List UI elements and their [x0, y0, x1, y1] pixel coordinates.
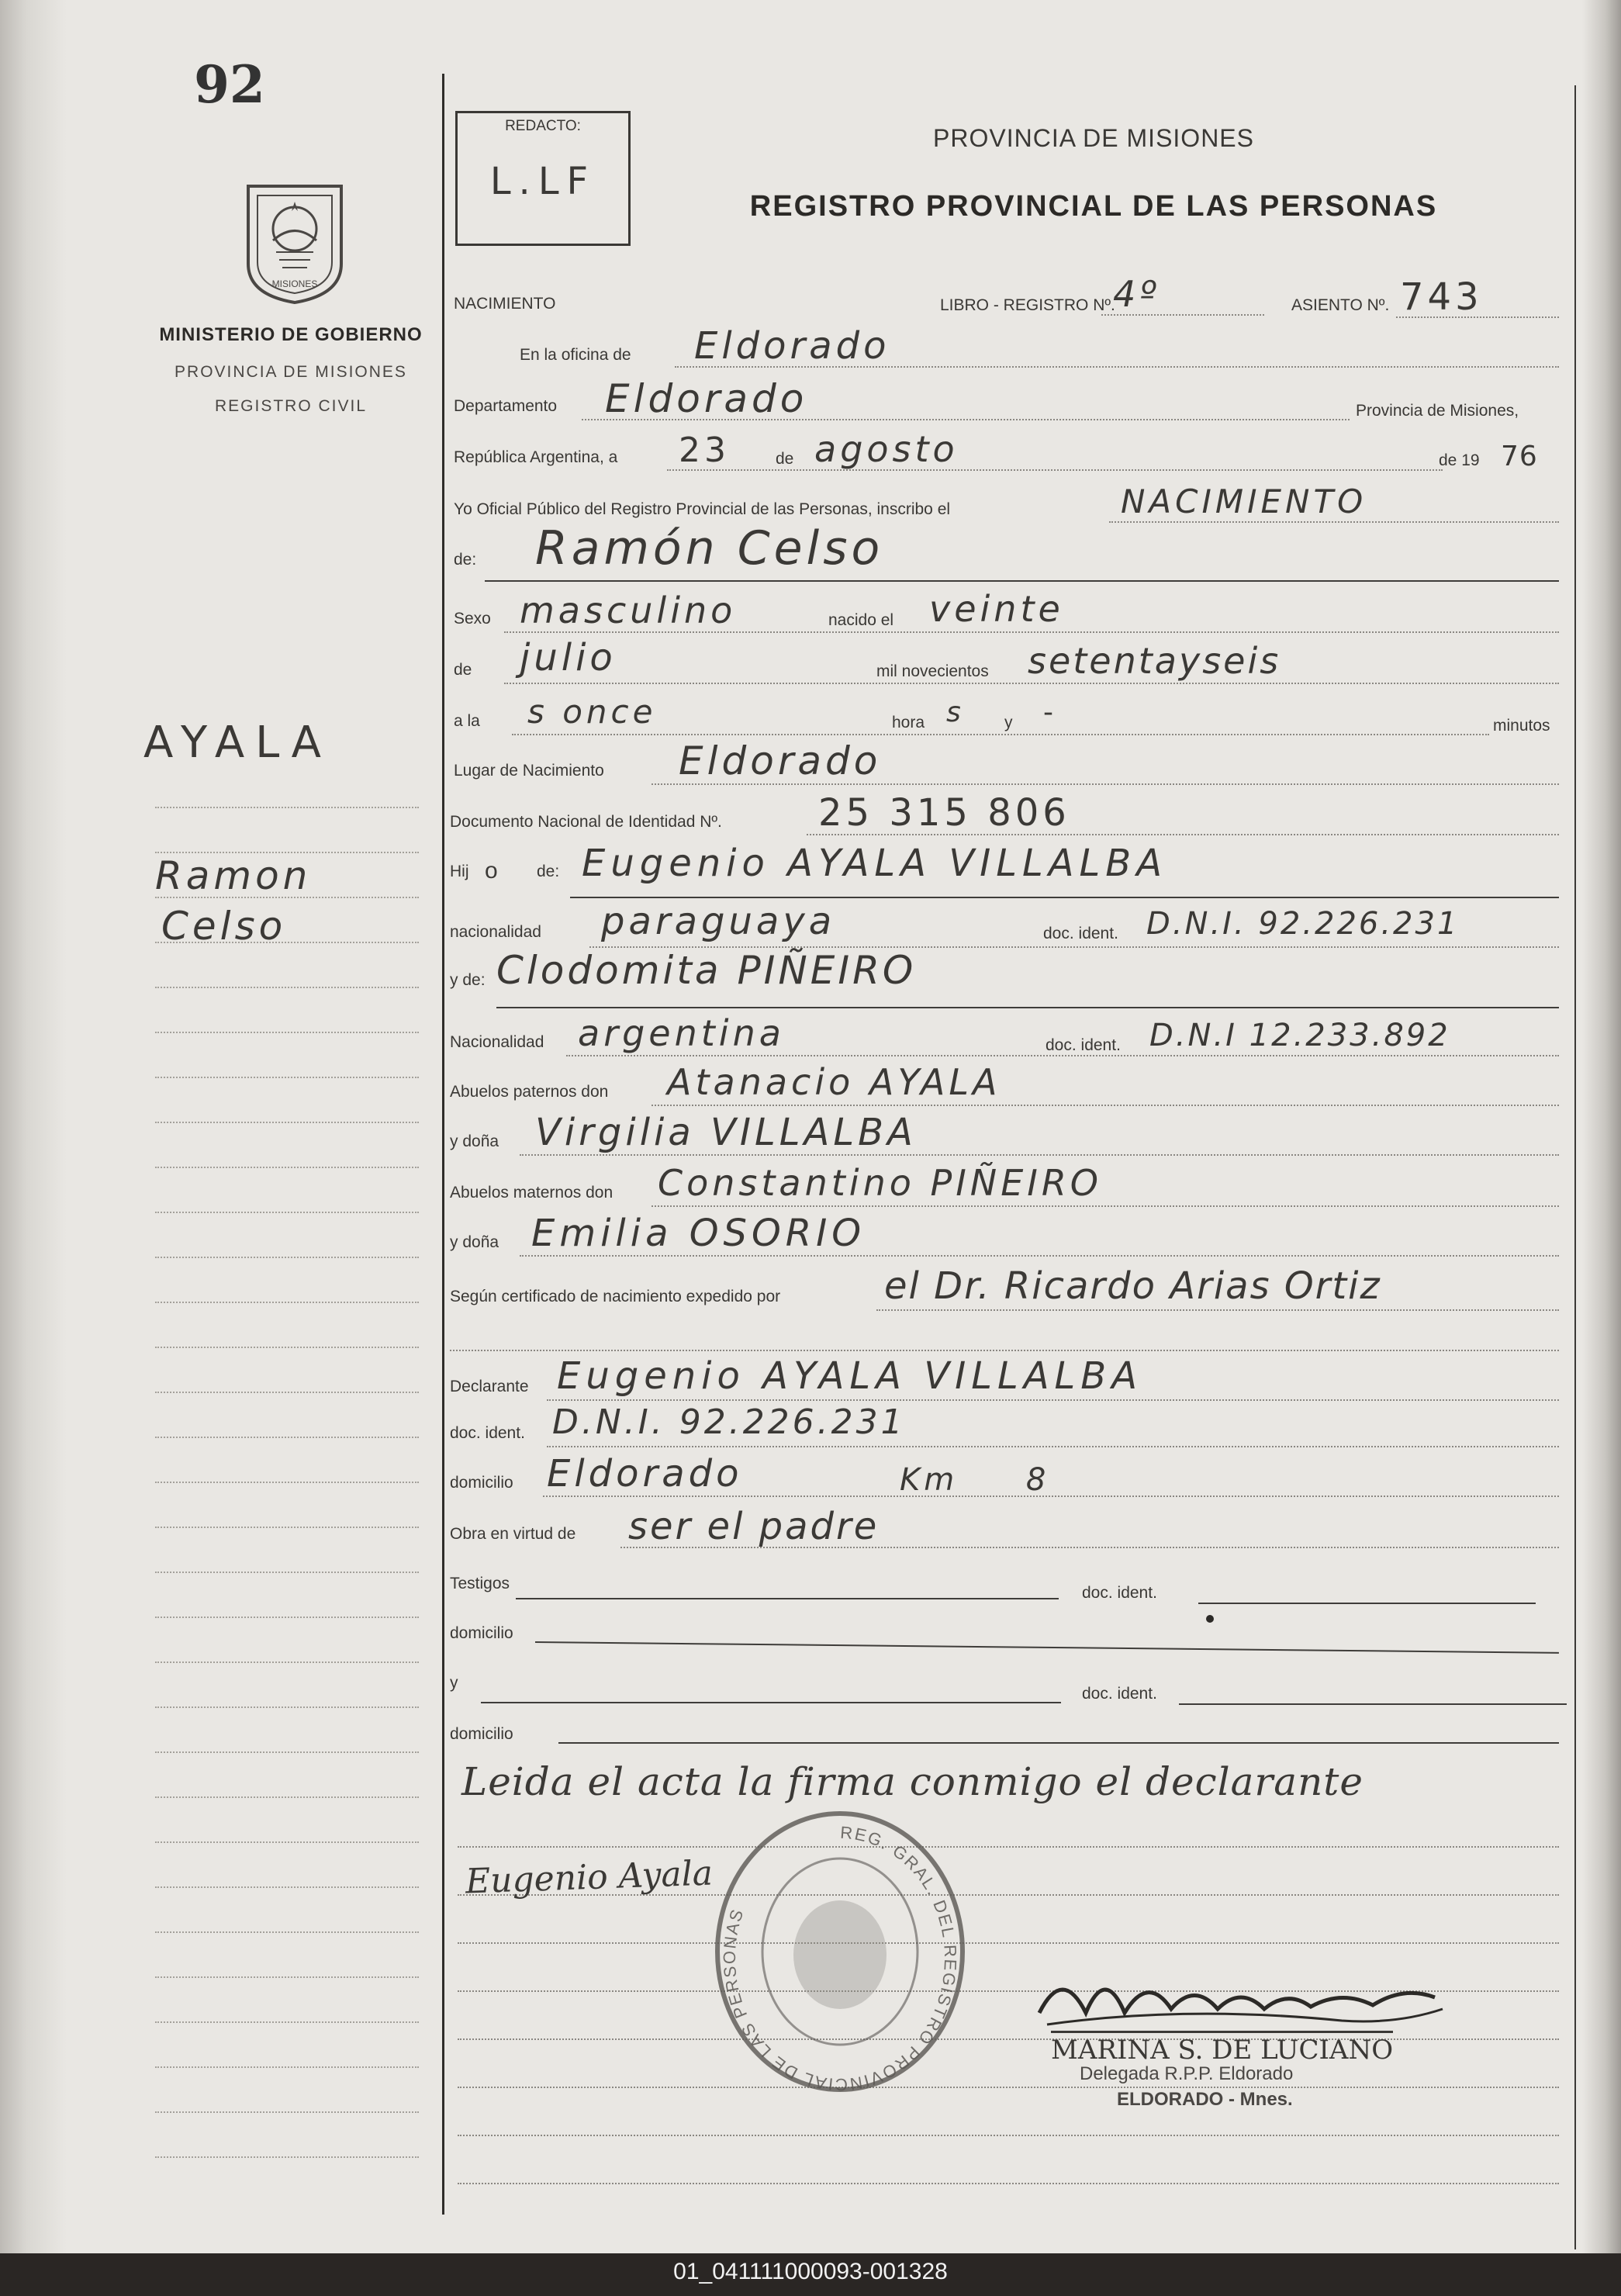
book-binding-edge [0, 0, 67, 2253]
margin-name-2: Celso [161, 904, 287, 949]
padre-line [570, 897, 1559, 898]
margin-ruled-line [155, 1167, 419, 1168]
declarante-value: Eugenio AYALA VILLALBA [557, 1354, 1143, 1398]
abuelos-paternos-label: Abuelos paternos don [450, 1083, 609, 1101]
abuela-materna-value: Emilia OSORIO [531, 1212, 866, 1255]
official-signature-icon [1032, 1951, 1450, 2044]
ala-value: s once [527, 693, 657, 731]
domicilio-testigo-label: domicilio [450, 1624, 513, 1642]
margin-ruled-line [155, 1931, 419, 1933]
dni-line [807, 834, 1559, 835]
asiento-line [1396, 316, 1559, 318]
hijo-value: o [485, 858, 498, 883]
nacido-label: nacido el [828, 611, 894, 629]
sexo-label: Sexo [454, 610, 491, 628]
republica-label: República Argentina, a [454, 448, 618, 466]
docident-declarante-label: doc. ident. [450, 1424, 525, 1442]
docident-testigo-line [1198, 1603, 1536, 1604]
official-place: ELDORADO - Mnes. [1117, 2089, 1293, 2110]
docident-padre-label: doc. ident. [1043, 925, 1118, 942]
certificado-line [876, 1309, 1559, 1311]
asiento-value: 743 [1400, 275, 1483, 319]
margin-ruled-line [155, 987, 419, 988]
nacido-value: veinte [929, 588, 1064, 630]
margin-ruled-line [155, 1257, 419, 1258]
abuela-paterna-line [520, 1154, 1559, 1156]
margin-ruled-line [155, 1976, 419, 1978]
docident-testigo-2-line [1179, 1703, 1567, 1705]
record-type-label: NACIMIENTO [454, 295, 556, 313]
abuelo-paterno-line [652, 1105, 1559, 1106]
nombre-line [485, 580, 1559, 582]
mes-nac-line [504, 683, 1559, 684]
docident-declarante-line [547, 1446, 1559, 1447]
hora-value: s [946, 697, 965, 728]
margin-ruled-line [155, 807, 419, 808]
margin-ruled-line [155, 1572, 419, 1573]
margin-ruled-line [155, 1751, 419, 1753]
margin-ruled-line [155, 2021, 419, 2023]
margin-ruled-line [155, 2066, 419, 2068]
margin-ruled-line [155, 1796, 419, 1798]
asiento-label: ASIENTO Nº. [1291, 296, 1390, 314]
de-label: de [776, 450, 794, 468]
oficial-label: Yo Oficial Público del Registro Provincial de las Personas, inscribo el [454, 500, 951, 518]
sexo-line [504, 631, 1559, 633]
margin-ruled-line [155, 1527, 419, 1528]
oficina-value: Eldorado [694, 324, 890, 368]
docident-testigo-label: doc. ident. [1082, 1584, 1157, 1602]
nacionalidad-padre-label: nacionalidad [450, 923, 541, 941]
testigo-2-label: y [450, 1674, 458, 1692]
abuelo-materno-line [652, 1205, 1559, 1207]
domicilio-value: Eldorado [547, 1452, 743, 1496]
registry-heading: REGISTRO PROVINCIAL DE LAS PERSONAS [749, 190, 1438, 223]
hora-line [512, 734, 1489, 735]
padre-label: de: [537, 863, 560, 880]
departamento-value: Eldorado [605, 376, 808, 421]
mil-label: mil novecientos [876, 662, 989, 680]
seal-text: REG. GRAL. DEL REGISTRO PROVINCIAL DE LAS PERSONAS [719, 1822, 961, 2095]
docident-madre-label: doc. ident. [1046, 1036, 1121, 1054]
lugar-line [652, 783, 1559, 785]
docident-declarante-value: D.N.I. 92.226.231 [552, 1402, 906, 1442]
ministry-name: MINISTERIO DE GOBIERNO [159, 324, 423, 345]
nacionalidad-madre-label: Nacionalidad [450, 1033, 544, 1051]
margin-ruled-line [155, 1077, 419, 1078]
margin-surname: AYALA [143, 718, 332, 768]
margin-ruled-line [155, 1212, 419, 1213]
testigos-line [516, 1598, 1059, 1599]
sexo-value: masculino [520, 590, 737, 631]
official-title: Delegada R.P.P. Eldorado [1080, 2063, 1294, 2084]
ruled-line [458, 2087, 1559, 2088]
libro-value: 4º [1113, 273, 1160, 315]
provincia-label: Provincia de Misiones, [1356, 402, 1519, 420]
certificado-label: Según certificado de nacimiento expedido por [450, 1288, 781, 1305]
hora-label: hora [892, 714, 925, 731]
oficial-line [1109, 521, 1559, 523]
margin-ruled-line [155, 852, 419, 853]
hijo-label: Hij [450, 863, 469, 880]
mes-nac-label: de [454, 661, 472, 679]
madre-label: y de: [450, 971, 486, 989]
abuelo-materno-value: Constantino PIÑEIRO [658, 1162, 1103, 1204]
margin-ruled-line [155, 942, 419, 943]
minutos-label: minutos [1493, 717, 1550, 735]
abuelo-paterno-value: Atanacio AYALA [667, 1061, 1001, 1103]
dni-label: Documento Nacional de Identidad Nº. [450, 813, 722, 831]
domicilio-line [543, 1496, 1559, 1497]
declarante-signature: Eugenio Ayala [465, 1853, 714, 1902]
ruled-line [458, 2135, 1559, 2136]
margin-ruled-line [155, 1392, 419, 1393]
certificado-line-2 [450, 1350, 1559, 1351]
nombre-label: de: [454, 551, 477, 569]
page-number: 92 [194, 54, 265, 115]
padre-value: Eugenio AYALA VILLALBA [582, 842, 1168, 885]
anio-value: 76 [1501, 441, 1538, 472]
margin-name-1: Ramon [155, 853, 312, 898]
certificado-value: el Dr. Ricardo Arias Ortiz [884, 1264, 1381, 1308]
obra-value: ser el padre [628, 1505, 880, 1548]
redacto-label: REDACTO: [505, 118, 581, 134]
margin-ruled-line [155, 1302, 419, 1303]
ruled-line [458, 1846, 1559, 1848]
libro-line [1101, 314, 1264, 316]
province-heading: PROVINCIA DE MISIONES [933, 124, 1254, 152]
margin-ruled-line [155, 1032, 419, 1033]
registry-seal-icon [712, 1807, 968, 2096]
testigos-label: Testigos [450, 1575, 510, 1592]
domicilio-label: domicilio [450, 1474, 513, 1492]
y-label: y [1004, 714, 1013, 731]
margin-ruled-line [155, 2156, 419, 2158]
abuela-paterna-value: Virgilia VILLALBA [535, 1111, 917, 1154]
margin-ruled-line [155, 1661, 419, 1663]
declarante-label: Declarante [450, 1378, 529, 1395]
ala-label: a la [454, 712, 480, 730]
abuelos-maternos-label: Abuelos maternos don [450, 1184, 613, 1202]
docident-testigo-2-label: doc. ident. [1082, 1685, 1157, 1703]
abuela-materna-line [520, 1255, 1559, 1257]
provincial-crest-icon [233, 178, 357, 306]
oficina-label: En la oficina de [520, 346, 631, 364]
dni-value: 25 315 806 [818, 791, 1070, 835]
docident-madre-value: D.N.I 12.233.892 [1149, 1018, 1450, 1053]
nombre-value: Ramón Celso [535, 521, 884, 576]
leida-statement: Leida el acta la firma conmigo el declarante [461, 1759, 1364, 1804]
ministry-province: PROVINCIA DE MISIONES [175, 363, 407, 381]
right-border-rule [1574, 85, 1576, 2249]
declarante-line [547, 1399, 1559, 1401]
domicilio-testigo-2-line [558, 1742, 1559, 1744]
docident-padre-value: D.N.I. 92.226.231 [1146, 906, 1460, 942]
departamento-line [582, 419, 1350, 420]
margin-ruled-line [155, 1886, 419, 1888]
lugar-value: Eldorado [679, 738, 882, 783]
nacionalidad-padre-value: paraguaya [601, 900, 836, 943]
crest-text: MISIONES [271, 278, 318, 289]
ink-dot [1206, 1615, 1214, 1623]
scan-identifier: 01_041111000093-001328 [673, 2259, 948, 2284]
abuela-paterna-label: y doña [450, 1132, 499, 1150]
margin-ruled-line [155, 2111, 419, 2113]
min-value: - [1043, 697, 1057, 728]
madre-value: Clodomita PIÑEIRO [496, 948, 917, 993]
abuela-materna-label: y doña [450, 1233, 499, 1251]
mes-value: agosto [814, 428, 959, 470]
anio-label: de 19 [1439, 451, 1480, 469]
margin-ruled-line [155, 1482, 419, 1483]
oficial-value: NACIMIENTO [1121, 482, 1367, 520]
margin-ruled-line [155, 1617, 419, 1618]
margin-ruled-line [155, 1841, 419, 1843]
departamento-label: Departamento [454, 397, 558, 415]
obra-label: Obra en virtud de [450, 1525, 576, 1543]
dia-value: 23 [679, 430, 730, 470]
margin-ruled-line [155, 1437, 419, 1438]
km-value: Km 8 [900, 1462, 1050, 1498]
testigo-2-line [481, 1702, 1061, 1703]
oficina-line [675, 366, 1559, 368]
redacto-value: L.LF [489, 160, 596, 203]
ruled-line [458, 2183, 1559, 2184]
redacto-box [455, 111, 631, 246]
madre-line [496, 1007, 1559, 1008]
libro-label: LIBRO - REGISTRO Nº. [940, 296, 1115, 314]
domicilio-testigo-2-label: domicilio [450, 1725, 513, 1743]
margin-ruled-line [155, 1706, 419, 1708]
margin-ruled-line [155, 1347, 419, 1348]
fecha-line [667, 469, 1443, 471]
nacionalidad-madre-line [566, 1055, 1559, 1056]
domicilio-testigo-line [535, 1641, 1559, 1654]
mes-nac-value: julio [520, 636, 617, 679]
margin-rule [442, 74, 444, 2215]
margin-ruled-line [155, 1122, 419, 1123]
anio-nac-value: setentayseis [1028, 640, 1281, 682]
official-name: MARINA S. DE LUCIANO [1051, 2031, 1393, 2066]
ruled-line [458, 1942, 1559, 1944]
nacionalidad-madre-value: argentina [578, 1012, 785, 1054]
lugar-label: Lugar de Nacimiento [454, 762, 604, 780]
margin-ruled-line [155, 897, 419, 898]
obra-line [620, 1547, 1559, 1548]
page-right-edge [1582, 0, 1621, 2253]
ministry-registry: REGISTRO CIVIL [214, 397, 368, 415]
